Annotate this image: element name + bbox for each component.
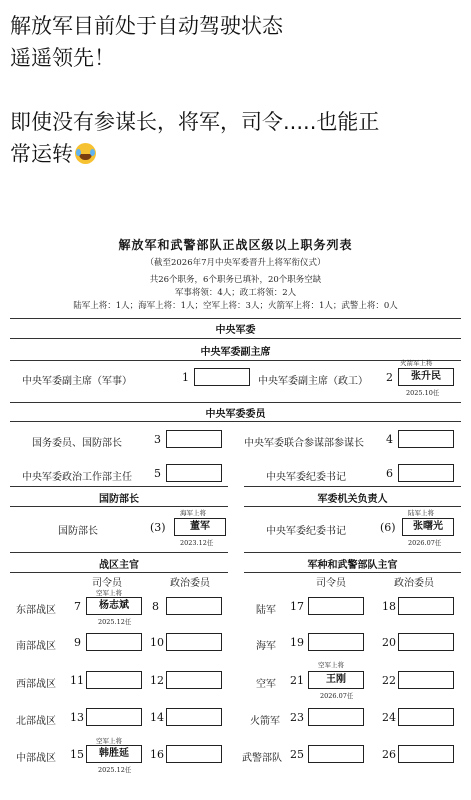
col-header-commander: 司令员: [316, 578, 346, 589]
num: 26: [382, 748, 396, 761]
commissar-slot: [166, 633, 222, 651]
divider: [10, 402, 461, 403]
theater-label: 东部战区: [16, 605, 56, 616]
commander-slot: [308, 745, 364, 763]
num-3: 3: [154, 433, 161, 446]
num-2: 2: [386, 371, 393, 384]
num: 17: [290, 600, 304, 613]
post-line-3: 即使没有参谋长，将军，司令.....也能正: [10, 110, 380, 134]
divider: [10, 360, 461, 361]
num-organ: (6): [380, 521, 396, 534]
label-member-5: 中央军委政治工作部主任: [22, 472, 132, 483]
num: 24: [382, 711, 396, 724]
commander-slot: [308, 708, 364, 726]
doc-stats-3: 陆军上将：1人；海军上将：1人；空军上将：3人；火箭军上将：1人；武警上将：0人: [73, 301, 398, 311]
slot-5: [166, 464, 222, 482]
label-member-3: 国务委员、国防部长: [32, 438, 122, 449]
section-theaters: 战区主官: [99, 560, 139, 571]
slot-defense: 董军: [174, 518, 226, 536]
slot-1: [194, 368, 250, 386]
commissar-slot: [398, 745, 454, 763]
rank-note: 海军上将: [180, 509, 206, 517]
num: 15: [70, 748, 84, 761]
divider: [10, 486, 228, 487]
rank-note: 空军上将: [96, 589, 122, 597]
num: 10: [150, 636, 164, 649]
divider: [244, 552, 461, 553]
num: 11: [70, 674, 84, 687]
commander-slot: 韩胜延: [86, 745, 142, 763]
slot-4: [398, 430, 454, 448]
section-organ: 军委机关负责人: [317, 494, 388, 505]
num: 25: [290, 748, 304, 761]
commissar-slot: [398, 671, 454, 689]
num-5: 5: [154, 467, 161, 480]
commander-slot: [86, 708, 142, 726]
theater-label: 南部战区: [16, 641, 56, 652]
num: 7: [74, 600, 81, 613]
laughing-with-tears-icon: [75, 143, 96, 164]
commander-slot: [308, 633, 364, 651]
slot-organ: 张曙光: [402, 518, 454, 536]
commander-slot: [308, 597, 364, 615]
commissar-slot: [398, 708, 454, 726]
label-vice-military: 中央军委副主席（军事）: [22, 376, 132, 387]
col-header-commissar: 政治委员: [394, 578, 434, 589]
divider: [244, 486, 461, 487]
slot-2: 张升民: [398, 368, 454, 386]
num: 20: [382, 636, 396, 649]
theater-label: 中部战区: [16, 753, 56, 764]
commander-slot: 杨志斌: [86, 597, 142, 615]
section-services: 军种和武警部队主官: [307, 560, 398, 571]
rank-note: 空军上将: [96, 737, 122, 745]
commander-slot: 王刚: [308, 671, 364, 689]
num: 16: [150, 748, 164, 761]
label-defense-minister: 国防部长: [58, 526, 98, 537]
section-cmc: 中央军委: [215, 325, 256, 336]
position-list-image[interactable]: [10, 222, 461, 800]
num: 9: [74, 636, 81, 649]
label-vice-political: 中央军委副主席（政工）: [258, 376, 368, 387]
theater-label: 西部战区: [16, 679, 56, 690]
col-header-commissar: 政治委员: [170, 578, 210, 589]
post-line-4-text: 常运转: [10, 142, 73, 166]
num-6: 6: [386, 467, 393, 480]
post-line-2: 遥遥领先！: [10, 46, 115, 70]
appoint-date: 2023.12任: [180, 539, 214, 547]
commissar-slot: [398, 597, 454, 615]
label-member-4: 中央军委联合参谋部参谋长: [244, 438, 364, 449]
appoint-date: 2025.10任: [406, 389, 440, 397]
commander-slot: [86, 633, 142, 651]
doc-subtitle: （截至2026年7月中央军委晋升上将军衔仪式）: [145, 258, 326, 268]
rank-note: 空军上将: [318, 661, 344, 669]
divider: [10, 318, 461, 319]
appoint-date: 2026.07任: [320, 692, 354, 700]
num: 12: [150, 674, 164, 687]
divider: [244, 506, 461, 507]
rank-note: 陆军上将: [408, 509, 434, 517]
post-line-1: 解放军目前处于自动驾驶状态: [10, 14, 283, 38]
doc-stats-2: 军事将领：4人；政工将领：2人: [174, 288, 297, 298]
section-cmc-vice: 中央军委副主席: [200, 347, 271, 358]
divider: [10, 572, 228, 573]
num: 18: [382, 600, 396, 613]
num-defense: (3): [150, 521, 166, 534]
commissar-slot: [166, 745, 222, 763]
service-label: 武警部队: [242, 753, 282, 764]
doc-title: 解放军和武警部队正战区级以上职务列表: [118, 238, 353, 252]
num: 14: [150, 711, 164, 724]
commissar-slot: [166, 708, 222, 726]
slot-3: [166, 430, 222, 448]
divider: [10, 421, 461, 422]
post-line-4: [10, 138, 465, 170]
commissar-slot: [166, 671, 222, 689]
label-member-6: 中央军委纪委书记: [266, 472, 346, 483]
commissar-slot: [166, 597, 222, 615]
service-label: 陆军: [256, 605, 276, 616]
num-4: 4: [386, 433, 393, 446]
slot-6: [398, 464, 454, 482]
commissar-slot: [398, 633, 454, 651]
label-discipline-secretary: 中央军委纪委书记: [266, 526, 346, 537]
divider: [10, 338, 461, 339]
divider: [244, 572, 461, 573]
appoint-date: 2025.12任: [98, 766, 132, 774]
theater-label: 北部战区: [16, 716, 56, 727]
num: 23: [290, 711, 304, 724]
divider: [10, 552, 228, 553]
service-label: 火箭军: [250, 716, 280, 727]
col-header-commander: 司令员: [92, 578, 122, 589]
num: 19: [290, 636, 304, 649]
section-defense: 国防部长: [99, 494, 139, 505]
post-text: [10, 10, 465, 170]
appoint-date: 2025.12任: [98, 618, 132, 626]
num: 22: [382, 674, 396, 687]
section-cmc-members: 中央军委委员: [205, 409, 266, 420]
num: 13: [70, 711, 84, 724]
num: 21: [290, 674, 304, 687]
service-label: 空军: [256, 679, 276, 690]
rank-note: 火箭军上将: [400, 359, 433, 367]
commander-slot: [86, 671, 142, 689]
num-1: 1: [182, 371, 189, 384]
divider: [10, 506, 228, 507]
service-label: 海军: [256, 641, 276, 652]
doc-stats-1: 共26个职务，6个职务已填补，20个职务空缺: [149, 275, 322, 285]
num: 8: [152, 600, 159, 613]
appoint-date: 2026.07任: [408, 539, 442, 547]
